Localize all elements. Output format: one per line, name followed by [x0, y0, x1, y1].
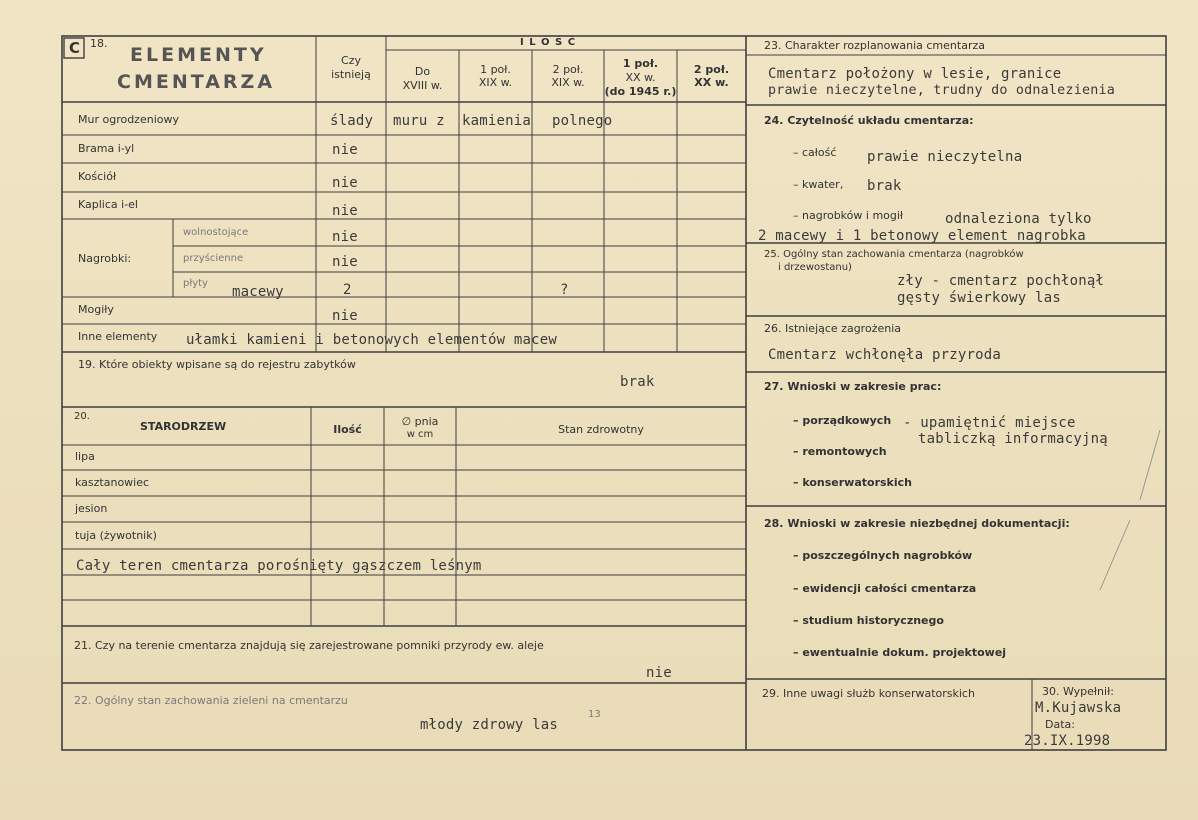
col-exists-line1: Czy [341, 54, 361, 67]
s24-calosc-value: prawie nieczytelna [867, 149, 1023, 165]
mogily-value: nie [332, 308, 358, 324]
period-4-line2: XX w. [625, 71, 656, 84]
col-ilosc: Ilość [333, 423, 362, 436]
s28-item-4: – ewentualnie dokum. projektowej [793, 646, 1007, 659]
row-mogily-label: Mogiły [78, 303, 114, 316]
kosciol-value: nie [332, 175, 358, 191]
row-mur-label: Mur ogrodzeniowy [78, 113, 179, 126]
section-18-number: 18. [90, 37, 108, 50]
section-22-answer: młody zdrowy las [420, 717, 559, 733]
tree-jesion: jesion [75, 502, 108, 515]
section-24-question: 24. Czytelność układu cmentarza: [764, 114, 974, 127]
section-20-note: Cały teren cmentarza porośnięty gąszczem leśnym [76, 558, 482, 574]
period-1-line2: XVIII w. [402, 79, 443, 92]
section-25-answer-line1: zły - cmentarz pochłonął [897, 273, 1105, 289]
s24-kwater-value: brak [867, 178, 902, 194]
s27-porzadkowych-value-line2: tabliczką informacyjną [918, 431, 1108, 447]
row-brama-label: Brama i-yl [78, 142, 135, 155]
section-30-name: M.Kujawska [1035, 700, 1122, 716]
section-30-date-value: 23.IX.1998 [1024, 733, 1111, 749]
s24-kwater-label: – kwater, [793, 178, 844, 191]
section-23-answer-line1: Cmentarz położony w lesie, granice [768, 66, 1062, 82]
s27-porzadkowych-label: – porządkowych [793, 414, 892, 427]
kaplica-value: nie [332, 203, 358, 219]
section-27-question: 27. Wnioski w zakresie prac: [764, 380, 942, 393]
period-3-line1: 2 poł. [552, 63, 584, 76]
s24-nagrobki-value-line2: 2 macewy i 1 betonowy element nagrobka [758, 228, 1086, 244]
col-stan-zdrowotny: Stan zdrowotny [558, 423, 644, 436]
period-5-line2: XX w. [694, 76, 729, 89]
row-kosciol-label: Kościół [78, 170, 117, 183]
brama-value: nie [332, 142, 358, 158]
s27-remontowych-label: – remontowych [793, 445, 887, 458]
section-20-number: 20. [74, 411, 90, 422]
mur-desc-part1: muru z [393, 113, 445, 129]
tree-kasztanowiec: kasztanowiec [75, 476, 150, 489]
s28-item-2: – ewidencji całości cmentarza [793, 582, 977, 595]
period-4-line1: 1 poł. [622, 57, 659, 70]
plyty-type-value: macewy [232, 284, 284, 300]
col-starodrzew: STARODRZEW [140, 420, 227, 433]
col-exists-line2: istnieją [331, 68, 371, 81]
section-29-question: 29. Inne uwagi służb konserwatorskich [762, 687, 975, 700]
period-1-line1: Do [414, 65, 431, 78]
s27-porzadkowych-value-line1: - upamiętnić miejsce [903, 415, 1076, 431]
s28-item-1: – poszczególnych nagrobków [793, 549, 973, 562]
section-21-answer: nie [646, 665, 672, 681]
period-2-line2: XIX w. [478, 76, 513, 89]
row-przys-label: przyścienne [183, 253, 244, 264]
przys-value: nie [332, 254, 358, 270]
tree-tuja: tuja (żywotnik) [75, 529, 157, 542]
s24-nagrobki-label: – nagrobków i mogił [793, 209, 904, 222]
period-5-line1: 2 poł. [693, 63, 730, 76]
box-letter: C [69, 39, 81, 57]
mur-desc-part3: polnego [552, 113, 613, 129]
row-nagrobki-label: Nagrobki: [78, 252, 132, 265]
section-28-question: 28. Wnioski w zakresie niezbędnej dokumentacji: [764, 517, 1070, 530]
mur-exists-value: ślady [330, 113, 374, 129]
section-18-title-line2: CMENTARZA [117, 71, 276, 93]
inne-value: ułamki kamieni i betonowych elementów macew [186, 332, 558, 348]
section-23-answer-line2: prawie nieczytelne, trudny do odnalezienia [768, 83, 1115, 98]
section-19-question: 19. Które obiekty wpisane są do rejestru zabytków [78, 358, 356, 371]
tree-lipa: lipa [75, 450, 95, 463]
period-2-line1: 1 poł. [480, 63, 511, 76]
row-kaplica-label: Kaplica i-el [78, 198, 138, 211]
ilosc-header: I L O Ś Ć [520, 37, 577, 48]
row-inne-label: Inne elementy [78, 330, 158, 343]
plyty-count-value: 2 [343, 282, 352, 298]
s24-nagrobki-value-line1: odnaleziona tylko [945, 211, 1092, 227]
s24-calosc-label: – całość [793, 146, 837, 159]
row-wolno-label: wolnostojące [183, 227, 249, 238]
section-21-question: 21. Czy na terenie cmentarza znajdują się zarejestrowane pomniki przyrody ew. aleje [74, 639, 544, 652]
section-25-question-line1: 25. Ogólny stan zachowania cmentarza (nagrobków [764, 249, 1024, 260]
col-pnia-line2: w cm [406, 429, 434, 440]
s28-item-3: – studium historycznego [793, 614, 944, 627]
plyty-question-value: ? [560, 282, 569, 298]
period-4-line3: (do 1945 r.) [604, 85, 677, 98]
section-18-title-line1: ELEMENTY [130, 44, 267, 66]
section-30-date-label: Data: [1045, 718, 1075, 731]
col-pnia-line1: ∅ pnia [401, 415, 439, 428]
section-22-pencil-mark: 13 [588, 709, 601, 720]
section-25-answer-line2: gęsty świerkowy las [897, 290, 1061, 306]
section-23-question: 23. Charakter rozplanowania cmentarza [764, 39, 985, 52]
section-19-answer: brak [620, 374, 655, 390]
section-22-question: 22. Ogólny stan zachowania zieleni na cmentarzu [74, 694, 348, 707]
section-26-answer: Cmentarz wchłonęła przyroda [768, 347, 1001, 363]
section-30-question: 30. Wypełnił: [1042, 685, 1114, 698]
section-25-question-line2: i drzewostanu) [778, 262, 852, 273]
section-26-question: 26. Istniejące zagrożenia [764, 322, 902, 335]
wolno-value: nie [332, 229, 358, 245]
period-3-line2: XIX w. [551, 76, 585, 89]
s27-konserwatorskich-label: – konserwatorskich [793, 476, 912, 489]
mur-desc-part2: kamienia [462, 113, 532, 129]
row-plyty-label: płyty [183, 278, 208, 289]
